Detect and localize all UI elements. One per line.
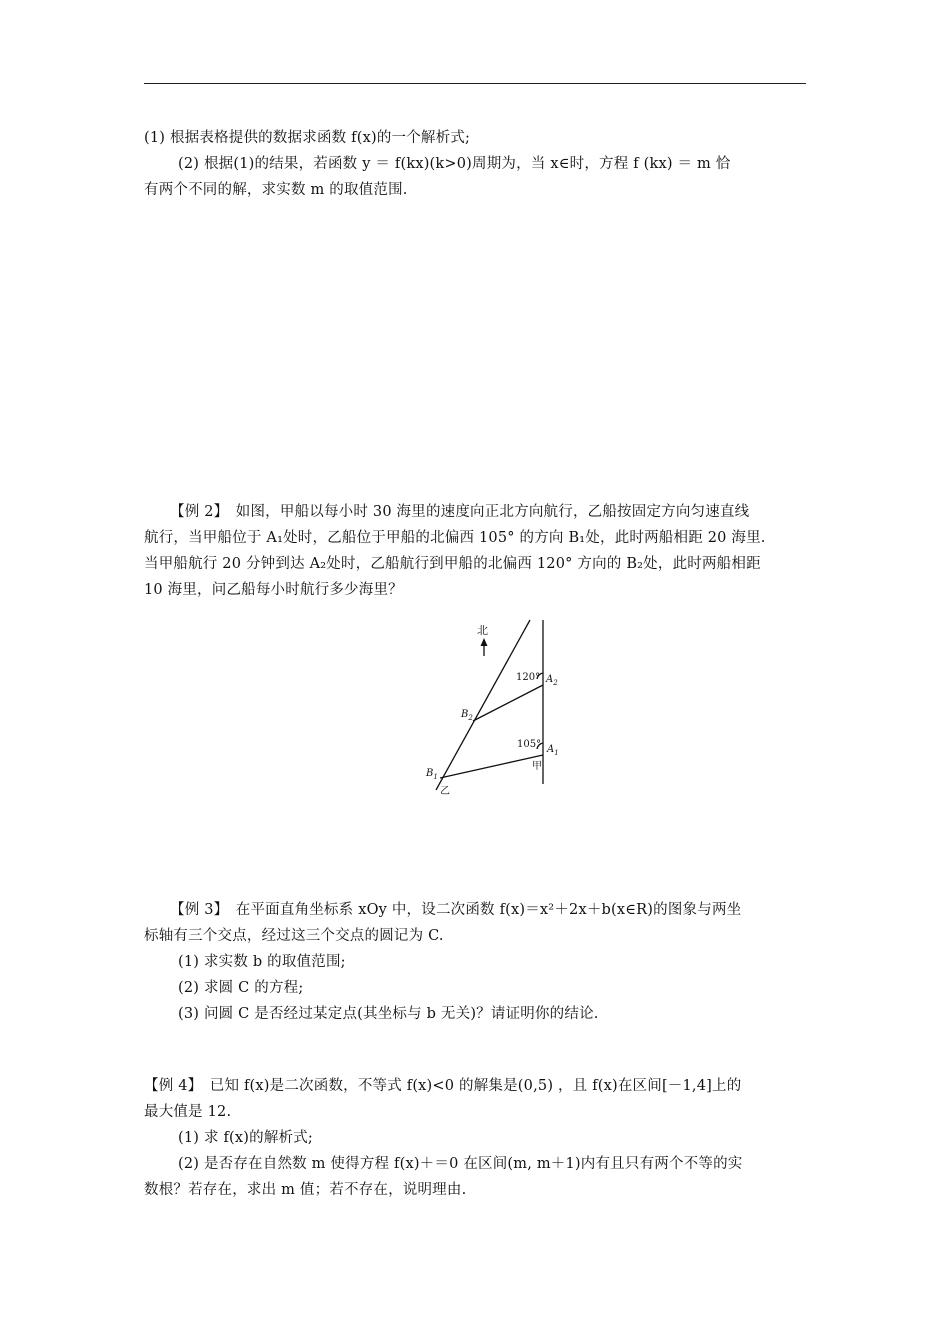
header-rule bbox=[144, 83, 806, 84]
example-4-part-2-cont: 数根？若存在，求出 m 值；若不存在，说明理由. bbox=[144, 1182, 467, 1198]
example-2-line-2: 航行，当甲船位于 A₁处时，乙船位于甲船的北偏西 105° 的方向 B₁处，此时两船相距 20 海里. bbox=[144, 530, 766, 546]
ship-yi-label: 乙 bbox=[440, 786, 450, 797]
part-2-text: (2) 根据(1)的结果，若函数 y ＝ f(kx)(k>0)周期为，当 x∈时，方程 f (kx) ＝ m 恰 bbox=[178, 156, 731, 172]
example-3-part-1: (1) 求实数 b 的取值范围; bbox=[178, 954, 346, 970]
angle-label-105: 105° bbox=[517, 739, 542, 750]
point-a1-label: $A_1$ bbox=[547, 744, 559, 757]
part-1-text: (1) 根据表格提供的数据求函数 f(x)的一个解析式; bbox=[144, 130, 471, 146]
example-4-line-1: 【例 4】 已知 f(x)是二次函数，不等式 f(x)<0 的解集是(0,5) ，且 f(x)在区间[－1,4]上的 bbox=[144, 1078, 742, 1094]
point-b2-label: $B_2$ bbox=[461, 709, 473, 722]
example-4-part-2: (2) 是否存在自然数 m 使得方程 f(x)＋＝0 在区间(m, m＋1)内有且只有两个不等的实 bbox=[178, 1156, 743, 1172]
example-2-line-3: 当甲船航行 20 分钟到达 A₂处时，乙船航行到甲船的北偏西 120° 方向的 B₂处，此时两船相距 bbox=[144, 556, 761, 572]
example-4-part-1: (1) 求 f(x)的解析式; bbox=[178, 1130, 314, 1146]
point-b1-label: $B_1$ bbox=[426, 768, 438, 781]
example-2-line-1: 【例 2】 如图，甲船以每小时 30 海里的速度向正北方向航行，乙船按固定方向匀速直线 bbox=[170, 504, 750, 520]
point-a2-label: $A_2$ bbox=[546, 674, 558, 687]
north-label: 北 bbox=[477, 624, 488, 637]
example-3-part-3: (3) 问圆 C 是否经过某定点(其坐标与 b 无关)？请证明你的结论. bbox=[178, 1006, 599, 1022]
segment-a1-b1 bbox=[440, 755, 543, 778]
example-2-line-4: 10 海里，问乙船每小时航行多少海里？ bbox=[144, 582, 403, 598]
north-arrow-icon bbox=[481, 638, 488, 646]
example-4-line-2: 最大值是 12. bbox=[144, 1104, 232, 1120]
example-3-part-2: (2) 求圆 C 的方程; bbox=[178, 980, 304, 996]
angle-label-120: 120° bbox=[516, 672, 541, 683]
ship-jia-label: 甲 bbox=[532, 761, 542, 772]
ship-diagram bbox=[420, 618, 570, 798]
example-3-line-1: 【例 3】 在平面直角坐标系 xOy 中，设二次函数 f(x)＝x²＋2x＋b(x∈R)的图象与两坐 bbox=[170, 902, 742, 918]
part-2-text-cont: 有两个不同的解，求实数 m 的取值范围. bbox=[144, 182, 408, 198]
example-3-line-2: 标轴有三个交点，经过这三个交点的圆记为 C. bbox=[144, 928, 444, 944]
